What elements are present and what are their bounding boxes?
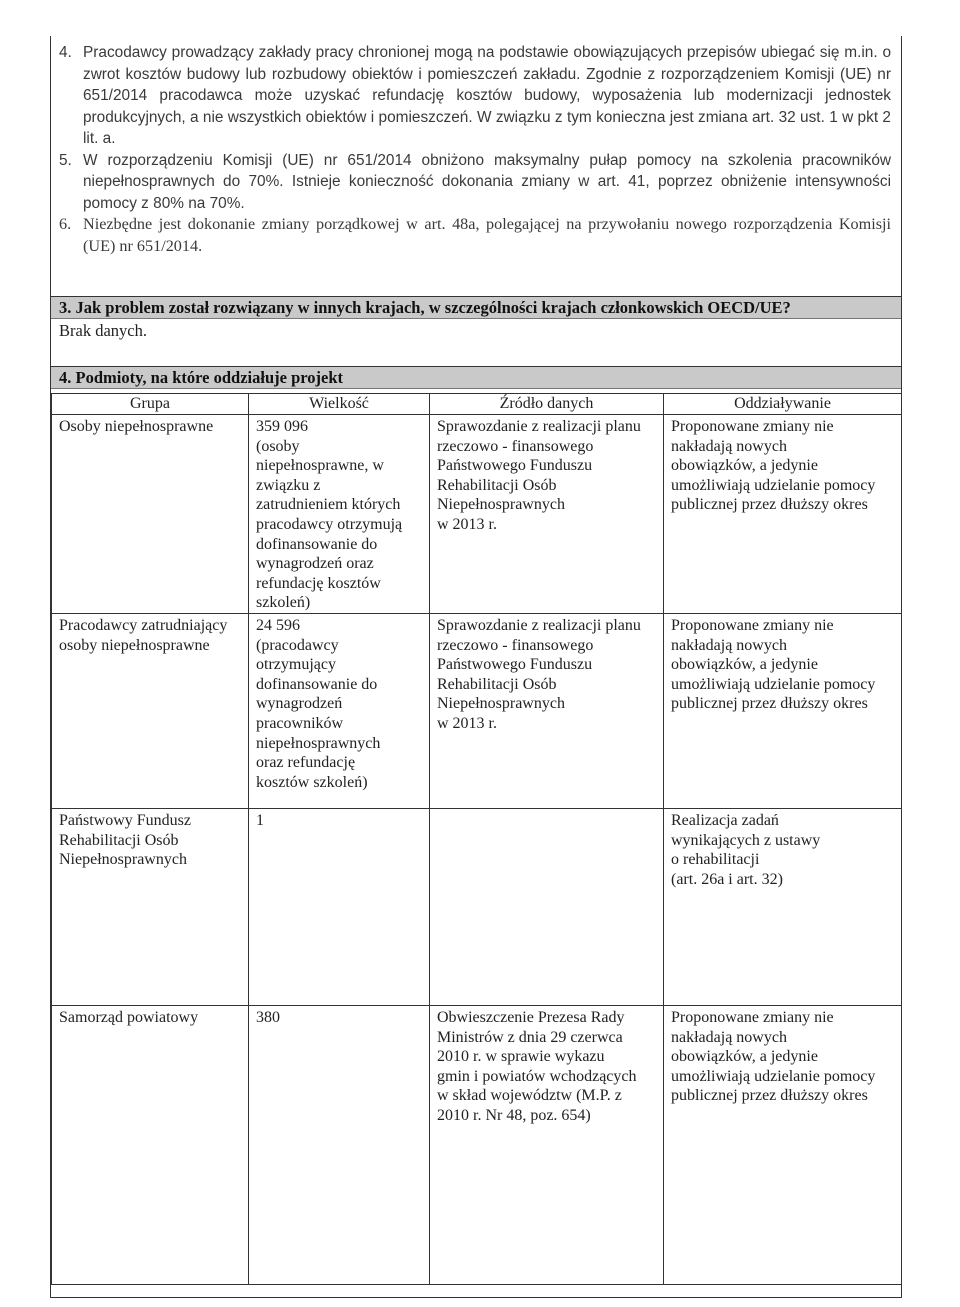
cell-wielkosc: 380 <box>249 1006 430 1285</box>
cell-zrodlo: Sprawozdanie z realizacji planu rzeczowo - finansowego Państwowego Funduszu Rehabilitacji Osób Niepełnosprawnych w 2013 r. <box>430 415 664 614</box>
column-header-oddzialywanie: Oddziaływanie <box>664 394 902 415</box>
cell-zrodlo <box>430 809 664 1006</box>
subjects-table <box>51 393 902 1285</box>
cell-grupa: Państwowy Fundusz Rehabilitacji Osób Niepełnosprawnych <box>52 809 249 1006</box>
item-number: 6. <box>59 215 72 233</box>
cell-oddzialywanie: Proponowane zmiany nie nakładają nowych obowiązków, a jedynie umożliwiają udzielanie pomocy publicznej przez dłuższy okres <box>664 1006 902 1285</box>
cell-grupa: Osoby niepełnosprawne <box>52 415 249 614</box>
table-row <box>52 415 902 614</box>
cell-grupa: Samorząd powiatowy <box>52 1006 249 1285</box>
list-item <box>59 214 891 257</box>
item-text: Pracodawcy prowadzący zakłady pracy chronionej mogą na podstawie obowiązujących przepisów ubiegać się m.in. o zwrot kosztów budowy lub rozbudowy obiektów i pomieszczeń zakładu. Zgodnie z rozporządzeniem Komisji (UE) nr 651/2014 pracodawca może uzyskać refundację kosztów budowy, wyposażenia lub modernizacji jednostek produkcyjnych, a nie wszystkich obiektów i pomieszczeń. W związku z tym konieczna jest zmiana art. 32 ust. 1 w pkt 2 lit. a. <box>83 44 891 147</box>
cell-oddzialywanie: Proponowane zmiany nie nakładają nowych obowiązków, a jedynie umożliwiają udzielanie pomocy publicznej przez dłuższy okres <box>664 614 902 809</box>
section-3-heading: 3. Jak problem został rozwiązany w innych krajach, w szczególności krajach członkowskich OECD/UE? <box>51 296 901 319</box>
column-header-grupa: Grupa <box>52 394 249 415</box>
column-header-wielkosc: Wielkość <box>249 394 430 415</box>
table-row <box>52 614 902 809</box>
table-row <box>52 809 902 1006</box>
item-number: 4. <box>59 44 72 61</box>
item-text: W rozporządzeniu Komisji (UE) nr 651/2014 obniżono maksymalny pułap pomocy na szkolenia pracowników niepełnosprawnych do 70%. Istnieje konieczność dokonania zmiany w art. 41, poprzez obniżenie intensywności pomocy z 80% na 70%. <box>83 151 891 212</box>
item-text: Niezbędne jest dokonanie zmiany porządkowej w art. 48a, polegającej na przywołaniu nowego rozporządzenia Komisji (UE) nr 651/2014. <box>83 215 891 255</box>
section-2-text <box>51 36 901 257</box>
cell-zrodlo: Sprawozdanie z realizacji planu rzeczowo - finansowego Państwowego Funduszu Rehabilitacji Osób Niepełnosprawnych w 2013 r. <box>430 614 664 809</box>
cell-zrodlo: Obwieszczenie Prezesa Rady Ministrów z dnia 29 czerwca 2010 r. w sprawie wykazu gmin i powiatów wchodzących w skład województw (M.P. z 2010 r. Nr 48, poz. 654) <box>430 1006 664 1285</box>
cell-oddzialywanie: Proponowane zmiany nie nakładają nowych obowiązków, a jedynie umożliwiają udzielanie pomocy publicznej przez dłuższy okres <box>664 415 902 614</box>
table-row <box>52 1006 902 1285</box>
cell-wielkosc: 1 <box>249 809 430 1006</box>
cell-wielkosc: 24 596 (pracodawcy otrzymujący dofinansowanie do wynagrodzeń pracowników niepełnosprawnych oraz refundację kosztów szkoleń) <box>249 614 430 809</box>
cell-oddzialywanie: Realizacja zadań wynikających z ustawy o rehabilitacji (art. 26a i art. 32) <box>664 809 902 1006</box>
cell-grupa: Pracodawcy zatrudniający osoby niepełnosprawne <box>52 614 249 809</box>
table-header-row <box>52 394 902 415</box>
section-3-text: Brak danych. <box>59 321 147 340</box>
section-4-heading: 4. Podmioty, na które oddziałuje projekt <box>51 366 901 389</box>
list-item <box>59 42 891 150</box>
document-frame <box>50 36 902 1298</box>
list-item <box>59 150 891 215</box>
column-header-zrodlo: Źródło danych <box>430 394 664 415</box>
item-number: 5. <box>59 151 72 169</box>
cell-wielkosc: 359 096 (osoby niepełnosprawne, w związku z zatrudnieniem których pracodawcy otrzymują dofinansowanie do wynagrodzeń oraz refundację kosztów szkoleń) <box>249 415 430 614</box>
